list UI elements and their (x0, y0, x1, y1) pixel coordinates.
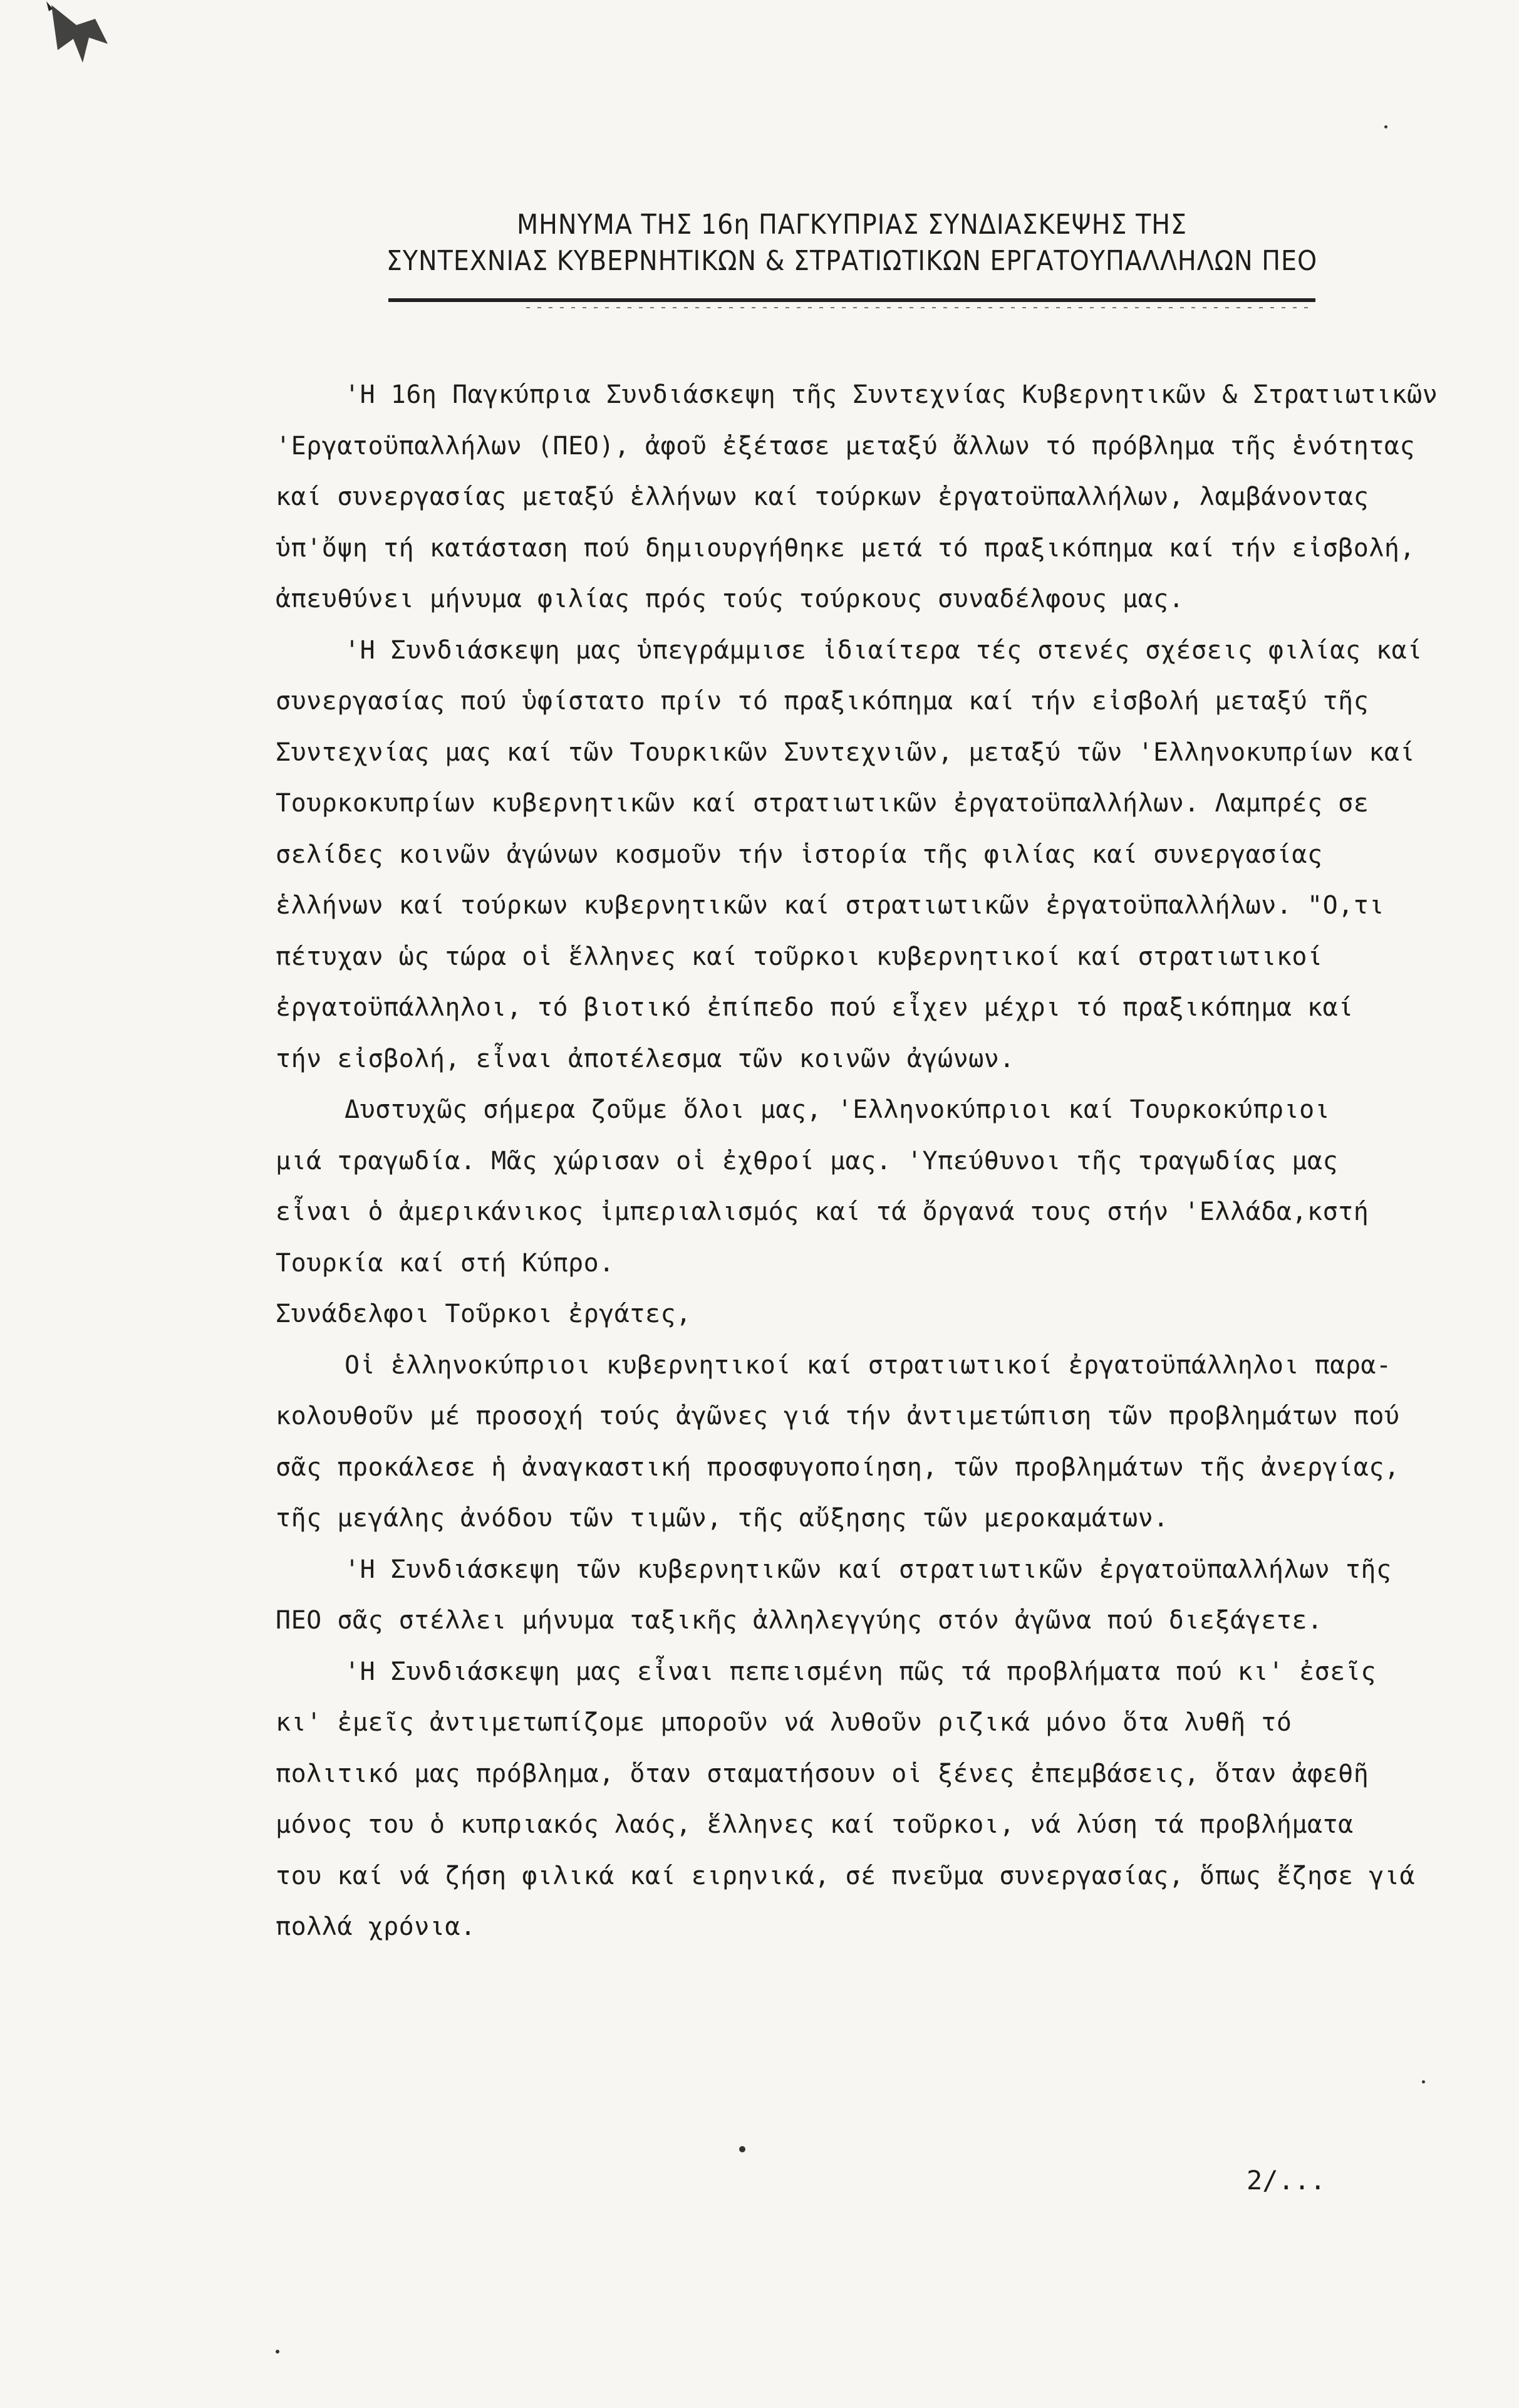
text-line: κολουθοῦν μέ προσοχή τούς ἀγῶνες γιά τήν ἀντιμετώπιση τῶν προβλημάτων πού (276, 1402, 1400, 1431)
text-line: πέτυχαν ὡς τώρα οἱ ἕλληνες καί τοῦρκοι κυβερνητικοί καί στρατιωτικοί (276, 942, 1323, 971)
text-line: 'Η 16η Παγκύπρια Συνδιάσκεψη τῆς Συντεχνίας Κυβερνητικῶν & Στρατιωτικῶν (345, 380, 1438, 409)
speck-mark (276, 2350, 279, 2353)
text-line: σελίδες κοινῶν ἀγώνων κοσμοῦν τήν ἱστορία τῆς φιλίας καί συνεργασίας (276, 840, 1323, 869)
letter-body (276, 370, 1466, 1953)
text-line: πολλά χρόνια. (276, 1912, 476, 1941)
speck-mark (1384, 125, 1387, 128)
text-line: μόνος του ὁ κυπριακός λαός, ἕλληνες καί τοῦρκοι, νά λύση τά προβλήματα (276, 1810, 1354, 1839)
text-line: του καί νά ζήση φιλικά καί ειρηνικά, σέ πνεῦμα συνεργασίας, ὅπως ἔζησε γιά (276, 1861, 1416, 1890)
text-line: καί συνεργασίας μεταξύ ἑλλήνων καί τούρκων ἐργατοϋπαλλήλων, λαμβάνοντας (276, 482, 1369, 511)
text-line: μιά τραγωδία. Μᾶς χώρισαν οἱ ἐχθροί μας. 'Υπεύθυνοι τῆς τραγωδίας μας (276, 1146, 1339, 1175)
greeting-line: Συνάδελφοι Τοῦρκοι ἐργάτες, (276, 1300, 692, 1328)
text-line: 'Η Συνδιάσκεψη τῶν κυβερνητικῶν καί στρατιωτικῶν ἐργατοϋπαλλήλων τῆς (345, 1555, 1392, 1584)
text-line: ἑλλήνων καί τούρκων κυβερνητικῶν καί στρατιωτικῶν ἐργατοϋπαλλήλων. "Ο,τι (276, 891, 1384, 920)
text-line: ἀπευθύνει μήνυμα φιλίας πρός τούς τούρκους συναδέλφους μας. (276, 585, 1185, 613)
page-number: 2/... (1247, 2165, 1326, 2196)
text-line: τῆς μεγάλης ἀνόδου τῶν τιμῶν, τῆς αὔξησης τῶν μεροκαμάτων. (276, 1504, 1169, 1533)
speck-mark (1422, 2080, 1425, 2083)
heading-line-1: ΜΗΝΥΜΑ ΤΗΣ 16η ΠΑΓΚΥΠΡΙΑΣ ΣΥΝΔΙΑΣΚΕΨΗΣ ΤΗΣ (516, 209, 1188, 241)
punch-hole-mark (39, 0, 127, 69)
text-line: 'Η Συνδιάσκεψη μας εἶναι πεπεισμένη πῶς τά προβλήματα πού κι' ἐσεῖς (345, 1657, 1376, 1686)
text-line: Τουρκία καί στή Κύπρο. (276, 1248, 614, 1278)
text-line: Δυστυχῶς σήμερα ζοῦμε ὅλοι μας, 'Ελληνοκύπριοι καί Τουρκοκύπριοι (345, 1095, 1330, 1124)
heading-underline (388, 298, 1315, 302)
text-line: κι' ἐμεῖς ἀντιμετωπίζομε μποροῦν νά λυθοῦν ριζικά μόνο ὅτα λυθῆ τό (276, 1708, 1292, 1737)
text-line: συνεργασίας πού ὑφίστατο πρίν τό πραξικόπημα καί τήν εἰσβολή μεταξύ τῆς (276, 687, 1369, 716)
text-line: Οἱ ἑλληνοκύπριοι κυβερνητικοί καί στρατιωτικοί ἐργατοϋπάλληλοι παρα- (345, 1350, 1392, 1380)
text-line: 'Η Συνδιάσκεψη μας ὑπεγράμμισε ἰδιαίτερα τές στενές σχέσεις φιλίας καί (345, 635, 1423, 665)
text-line: εἶναι ὁ ἀμερικάνικος ἰμπεριαλισμός καί τά ὄργανά τους στήν 'Ελλάδα,κστή (276, 1197, 1369, 1226)
document-heading (351, 207, 1353, 279)
text-line: Συντεχνίας μας καί τῶν Τουρκικῶν Συντεχνιῶν, μεταξύ τῶν 'Ελληνοκυπρίων καί (276, 738, 1416, 767)
text-line: ἐργατοϋπάλληλοι, τό βιοτικό ἐπίπεδο πού εἶχεν μέχρι τό πραξικόπημα καί (276, 993, 1354, 1022)
text-line: σᾶς προκάλεσε ἡ ἀναγκαστική προσφυγοποίηση, τῶν προβλημάτων τῆς ἀνεργίας, (276, 1452, 1400, 1482)
text-line: 'Εργατοϋπαλλήλων (ΠΕΟ), ἀφοῦ ἐξέτασε μεταξύ ἄλλων τό πρόβλημα τῆς ἑνότητας (276, 431, 1416, 461)
text-line: ὑπ'ὄψη τή κατάσταση πού δημιουργήθηκε μετά τό πραξικόπημα καί τήν εἰσβολή, (276, 533, 1416, 563)
heading-underline-dotted (526, 307, 1315, 308)
text-line: ΠΕΟ σᾶς στέλλει μήνυμα ταξικῆς ἀλληλεγγύης στόν ἀγῶνα πού διεξάγετε. (276, 1606, 1323, 1635)
heading-line-2: ΣΥΝΤΕΧΝΙΑΣ ΚΥΒΕΡΝΗΤΙΚΩΝ & ΣΤΡΑΤΙΩΤΙΚΩΝ ΕΡΓΑΤΟΥΠΑΛΛΗΛΩΝ ΠΕΟ (386, 245, 1318, 277)
text-line: Τουρκοκυπρίων κυβερνητικῶν καί στρατιωτικῶν ἐργατοϋπαλλήλων. Λαμπρές σε (276, 789, 1369, 818)
text-line: τήν εἰσβολή, εἶναι ἀποτέλεσμα τῶν κοινῶν ἀγώνων. (276, 1044, 1015, 1073)
text-line: πολιτικό μας πρόβλημα, ὅταν σταματήσουν οἱ ξένες ἐπεμβάσεις, ὅταν ἀφεθῆ (276, 1759, 1369, 1788)
speck-mark (739, 2146, 745, 2152)
